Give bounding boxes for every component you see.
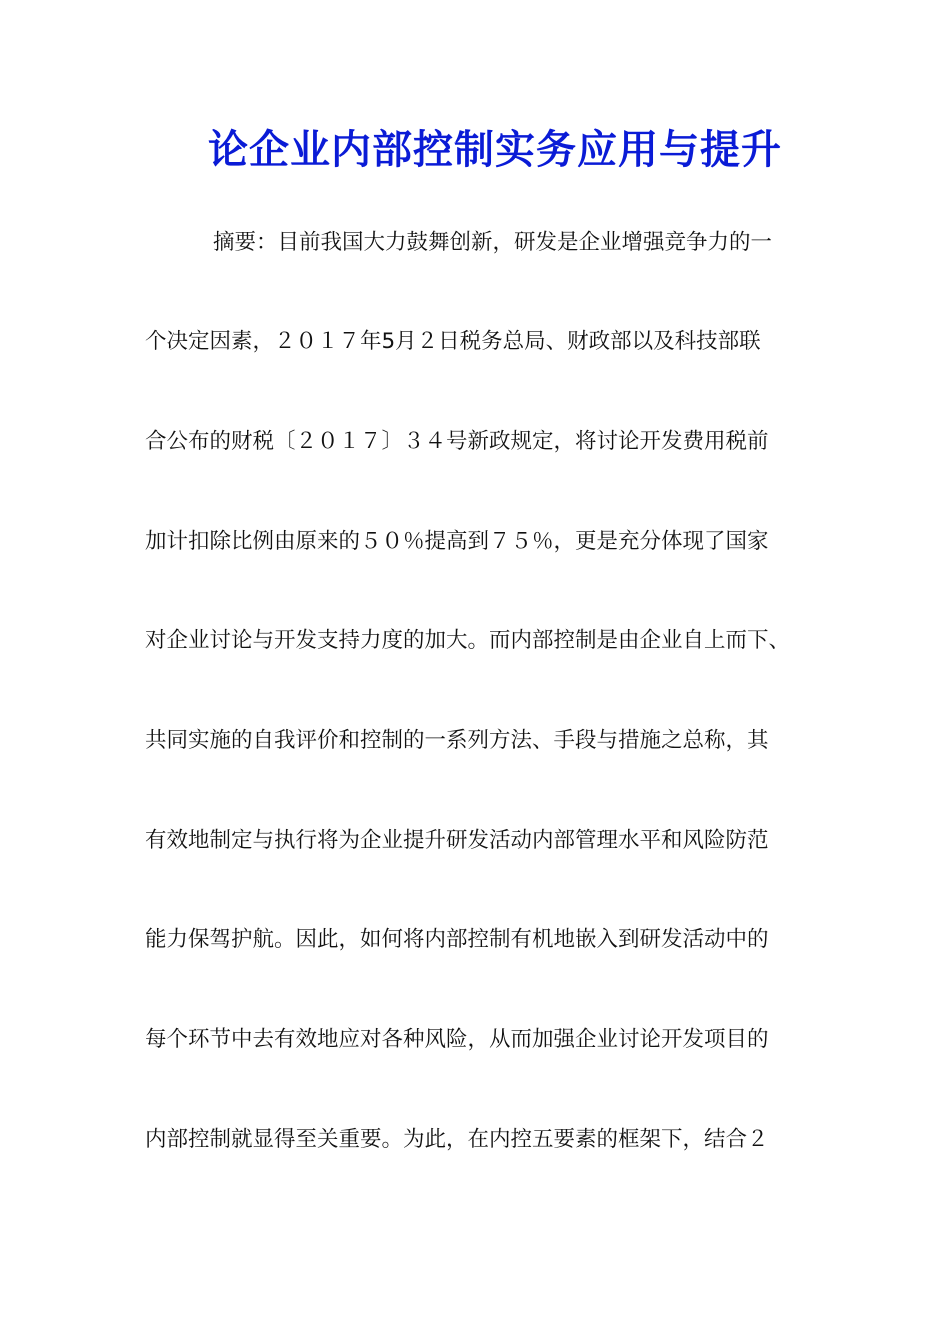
paragraph-line: 个决定因素，２０１７年5月２日税务总局、财政部以及科技部联 xyxy=(145,329,761,354)
paragraph-line: 摘要：目前我国大力鼓舞创新，研发是企业增强竞争力的一 xyxy=(213,230,773,255)
paragraph-line: 每个环节中去有效地应对各种风险，从而加强企业讨论开发项目的 xyxy=(145,1027,769,1052)
paragraph-line: 共同实施的自我评价和控制的一系列方法、手段与措施之总称，其 xyxy=(145,728,769,753)
paragraph-line: 加计扣除比例由原来的５０％提高到７５％，更是充分体现了国家 xyxy=(145,529,769,554)
paragraph-line: 对企业讨论与开发支持力度的加大。而内部控制是由企业自上而下、 xyxy=(145,628,791,653)
paragraph-line: 内部控制就显得至关重要。为此，在内控五要素的框架下，结合２ xyxy=(145,1127,769,1152)
paragraph-line: 能力保驾护航。因此，如何将内部控制有机地嵌入到研发活动中的 xyxy=(145,927,769,952)
document-title: 论企业内部控制实务应用与提升 xyxy=(208,126,782,173)
paragraph-line: 有效地制定与执行将为企业提升研发活动内部管理水平和风险防范 xyxy=(145,828,769,853)
paragraph-line: 合公布的财税〔２０１７〕３４号新政规定，将讨论开发费用税前 xyxy=(145,429,769,454)
